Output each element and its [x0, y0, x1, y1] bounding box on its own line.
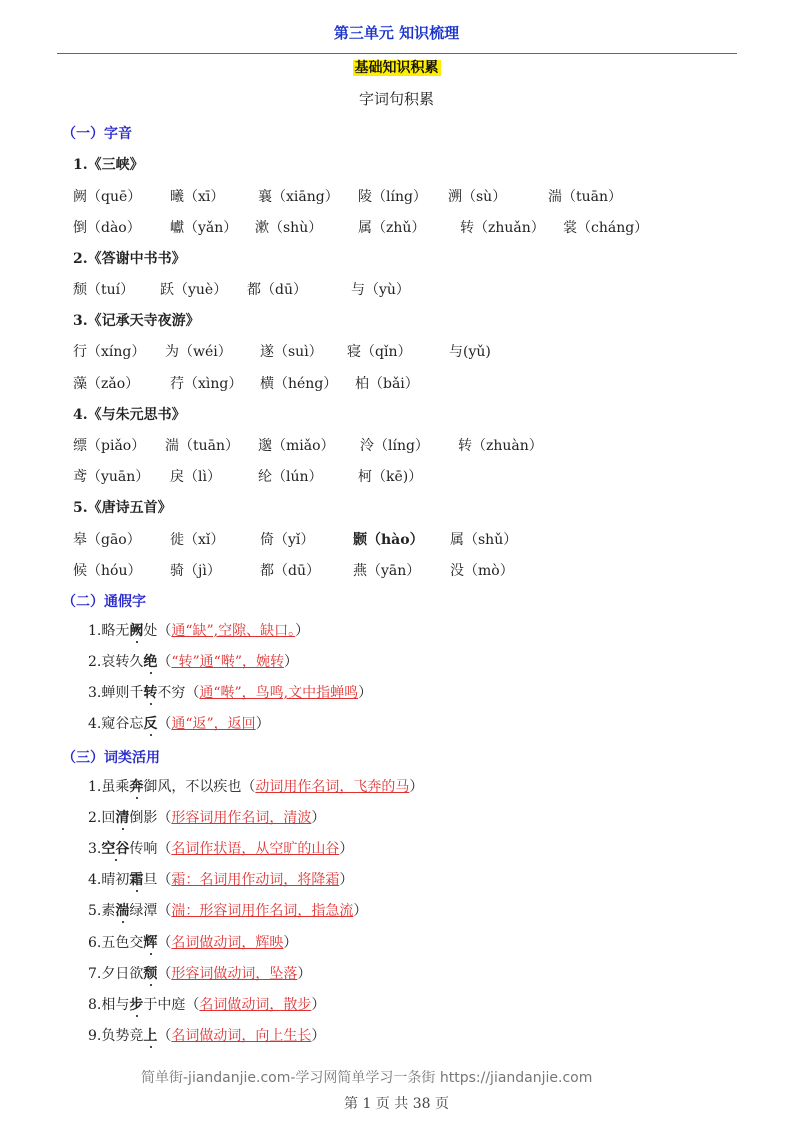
annotation: 湍：形容词用作名词，指急流 — [171, 903, 354, 920]
emphasized-char: 清 — [115, 810, 130, 827]
emphasized-char: 步 — [129, 996, 144, 1013]
list-item: 9.负势竞上（名词做动词，向上生长） — [88, 1027, 326, 1044]
pinyin-entry: 都（dū） — [260, 563, 320, 579]
pinyin-entry: 颓（tuí） — [73, 282, 135, 298]
pinyin-entry: 戾（lì） — [170, 469, 221, 485]
page-number: 第 1 页 共 38 页 — [344, 1096, 449, 1112]
list-item: 4.晴初霜旦（霜：名词用作动词，将降霜） — [88, 872, 354, 889]
pinyin-entry: 都（dū） — [247, 282, 307, 298]
annotation: 形容词用作名词，清波 — [171, 810, 312, 827]
emphasized-char: 奔 — [129, 779, 144, 795]
annotation: 名词做动词，辉映 — [171, 934, 284, 951]
item-text: 1.略无 — [88, 623, 130, 639]
section-title — [0, 58, 793, 78]
emphasized-char: 绝 — [143, 654, 158, 670]
pinyin-entry: 溯（sù） — [448, 189, 507, 205]
list-item: 3.空谷传响（名词作状语，从空旷的山谷） — [88, 841, 354, 858]
item-text: 5.素 — [88, 903, 116, 920]
section-heading: （三）词类活用 — [62, 750, 160, 766]
lesson-title: 4.《与朱元思书》 — [73, 407, 186, 423]
emphasized-char: 空谷 — [101, 841, 130, 858]
item-text: 倒影 — [129, 810, 158, 827]
annotation: 霜：名词用作动词，将降霜 — [171, 872, 340, 889]
subtitle: 字词句积累 — [358, 90, 434, 108]
list-item: 7.夕日欲颓（形容词做动词，坠落） — [88, 965, 312, 982]
item-text: 传响 — [129, 841, 158, 858]
pinyin-entry: 巘（yǎn） — [170, 220, 238, 236]
item-text: 4.晴初 — [88, 872, 130, 889]
annotation: 名词做动词，散步 — [199, 996, 312, 1013]
item-text: 6.五色交 — [88, 934, 144, 951]
lesson-title: 3.《记承天寺夜游》 — [73, 313, 200, 329]
annotation: 形容词做动词，坠落 — [171, 965, 298, 982]
emphasized-char: 阙 — [129, 623, 144, 639]
pinyin-entry: 缥（piǎo） — [73, 438, 146, 454]
emphasized-char: 霜 — [129, 872, 144, 889]
emphasized-char: 上 — [143, 1027, 158, 1044]
pinyin-entry: 转（zhuǎn） — [460, 220, 545, 236]
pinyin-entry: 候（hóu） — [73, 563, 142, 579]
list-item: 3.蝉则千转不穷（通“啭”，鸟鸣,文中指蝉鸣） — [88, 685, 373, 701]
annotation: 名词作状语，从空旷的山谷 — [171, 841, 340, 858]
annotation: 通“缺”,空隙、缺口。 — [171, 623, 296, 639]
lesson-title: 1.《三峡》 — [73, 157, 144, 173]
header-divider — [57, 53, 737, 54]
pinyin-entry: 没（mò） — [450, 563, 514, 579]
pinyin-entry: 属（shǔ） — [450, 532, 518, 548]
lesson-title: 5.《唐诗五首》 — [73, 500, 172, 516]
list-item: 2.回清倒影（形容词用作名词，清波） — [88, 810, 326, 827]
page-header-title: 第三单元 知识梳理 — [333, 24, 460, 42]
list-item: 1.略无阙处（通“缺”,空隙、缺口。） — [88, 623, 310, 639]
pinyin-entry: 倚（yǐ） — [260, 532, 315, 548]
item-text: 3.蝉则千 — [88, 685, 144, 701]
emphasized-char: 转 — [143, 685, 158, 701]
emphasized-char: 反 — [143, 716, 158, 732]
pinyin-entry: 与(yǔ) — [449, 344, 491, 360]
pinyin-entry: 湍（tuān） — [548, 189, 623, 205]
lesson-title: 2.《答谢中书书》 — [73, 251, 186, 267]
annotation: 名词做动词，向上生长 — [171, 1027, 312, 1044]
pinyin-entry: 襄（xiāng） — [258, 189, 339, 205]
pinyin-entry: 漱（shù） — [255, 220, 323, 236]
pinyin-entry: 皋（gāo） — [73, 532, 141, 548]
list-item: 4.窥谷忘反（通“返”，返回） — [88, 716, 270, 732]
pinyin-entry: 柏（bǎi） — [355, 376, 419, 392]
pinyin-entry: 行（xíng） — [73, 344, 146, 360]
pinyin-entry: 转（zhuàn） — [458, 438, 543, 454]
list-item: 1.虽乘奔御风，不以疾也（动词用作名词，飞奔的马） — [88, 779, 424, 795]
section-heading-pronunciation: （一）字音 — [62, 126, 132, 142]
item-text: 4.窥谷忘 — [88, 716, 144, 732]
pinyin-entry: 纶（lún） — [258, 469, 323, 485]
annotation: “转”通“啭”，婉转 — [171, 654, 284, 670]
list-item: 6.五色交辉（名词做动词，辉映） — [88, 934, 298, 951]
item-text: 2.哀转久 — [88, 654, 144, 670]
item-text: 旦 — [143, 872, 158, 889]
item-text: 8.相与 — [88, 996, 130, 1013]
pinyin-entry: 徙（xǐ） — [170, 532, 225, 548]
section-heading: （二）通假字 — [62, 594, 146, 610]
item-text: 7.夕日欲 — [88, 965, 144, 982]
pinyin-entry: 湍（tuān） — [165, 438, 240, 454]
pinyin-entry: 横（héng） — [260, 376, 338, 392]
pinyin-entry: 荇（xìng） — [170, 376, 243, 392]
pinyin-entry: 燕（yān） — [353, 563, 421, 579]
pinyin-entry: 颢（hào） — [353, 532, 424, 548]
pinyin-entry: 与（yù） — [351, 282, 410, 298]
pinyin-entry: 柯（kē)） — [358, 469, 423, 485]
item-text: 1.虽乘 — [88, 779, 130, 795]
item-text: 绿潭 — [129, 903, 158, 920]
item-text: 于中庭 — [143, 996, 186, 1013]
item-text: 2.回 — [88, 810, 116, 827]
pinyin-entry: 裳（cháng） — [563, 220, 649, 236]
item-text: 御风，不以疾也 — [143, 779, 242, 795]
pinyin-entry: 邈（miǎo） — [258, 438, 335, 454]
pinyin-entry: 鸢（yuān） — [73, 469, 150, 485]
annotation: 动词用作名词，飞奔的马 — [255, 779, 410, 795]
list-item: 8.相与步于中庭（名词做动词，散步） — [88, 996, 326, 1013]
pinyin-entry: 藻（zǎo） — [73, 376, 140, 392]
emphasized-char: 湍 — [115, 903, 130, 920]
pinyin-entry: 为（wéi） — [165, 344, 232, 360]
section-title-highlight: 基础知识积累 — [354, 60, 439, 76]
pinyin-entry: 属（zhǔ） — [358, 220, 426, 236]
annotation: 通“啭”，鸟鸣,文中指蝉鸣 — [199, 685, 359, 701]
pinyin-entry: 骑（jì） — [170, 563, 221, 579]
list-item: 2.哀转久绝（“转”通“啭”，婉转） — [88, 654, 298, 670]
pinyin-entry: 泠（líng） — [360, 438, 429, 454]
item-text: 9.负势竞 — [88, 1027, 144, 1044]
item-text: 3. — [88, 841, 102, 858]
annotation: 通“返”，返回 — [171, 716, 256, 732]
pinyin-entry: 阙（quē） — [73, 189, 142, 205]
watermark: 简单街-jiandanjie.com-学习网简单学习一条街 https://jiandanjie.com — [141, 1070, 593, 1086]
pinyin-entry: 陵（líng） — [358, 189, 427, 205]
pinyin-entry: 遂（suì） — [260, 344, 323, 360]
item-text: 不穷 — [157, 685, 186, 701]
pinyin-entry: 跃（yuè） — [160, 282, 228, 298]
emphasized-char: 颓 — [143, 965, 158, 982]
pinyin-entry: 倒（dào） — [73, 220, 141, 236]
pinyin-entry: 曦（xī） — [170, 189, 225, 205]
pinyin-entry: 寝（qǐn） — [347, 344, 412, 360]
emphasized-char: 辉 — [143, 934, 158, 951]
item-text: 处 — [143, 623, 158, 639]
list-item: 5.素湍绿潭（湍：形容词用作名词，指急流） — [88, 903, 368, 920]
